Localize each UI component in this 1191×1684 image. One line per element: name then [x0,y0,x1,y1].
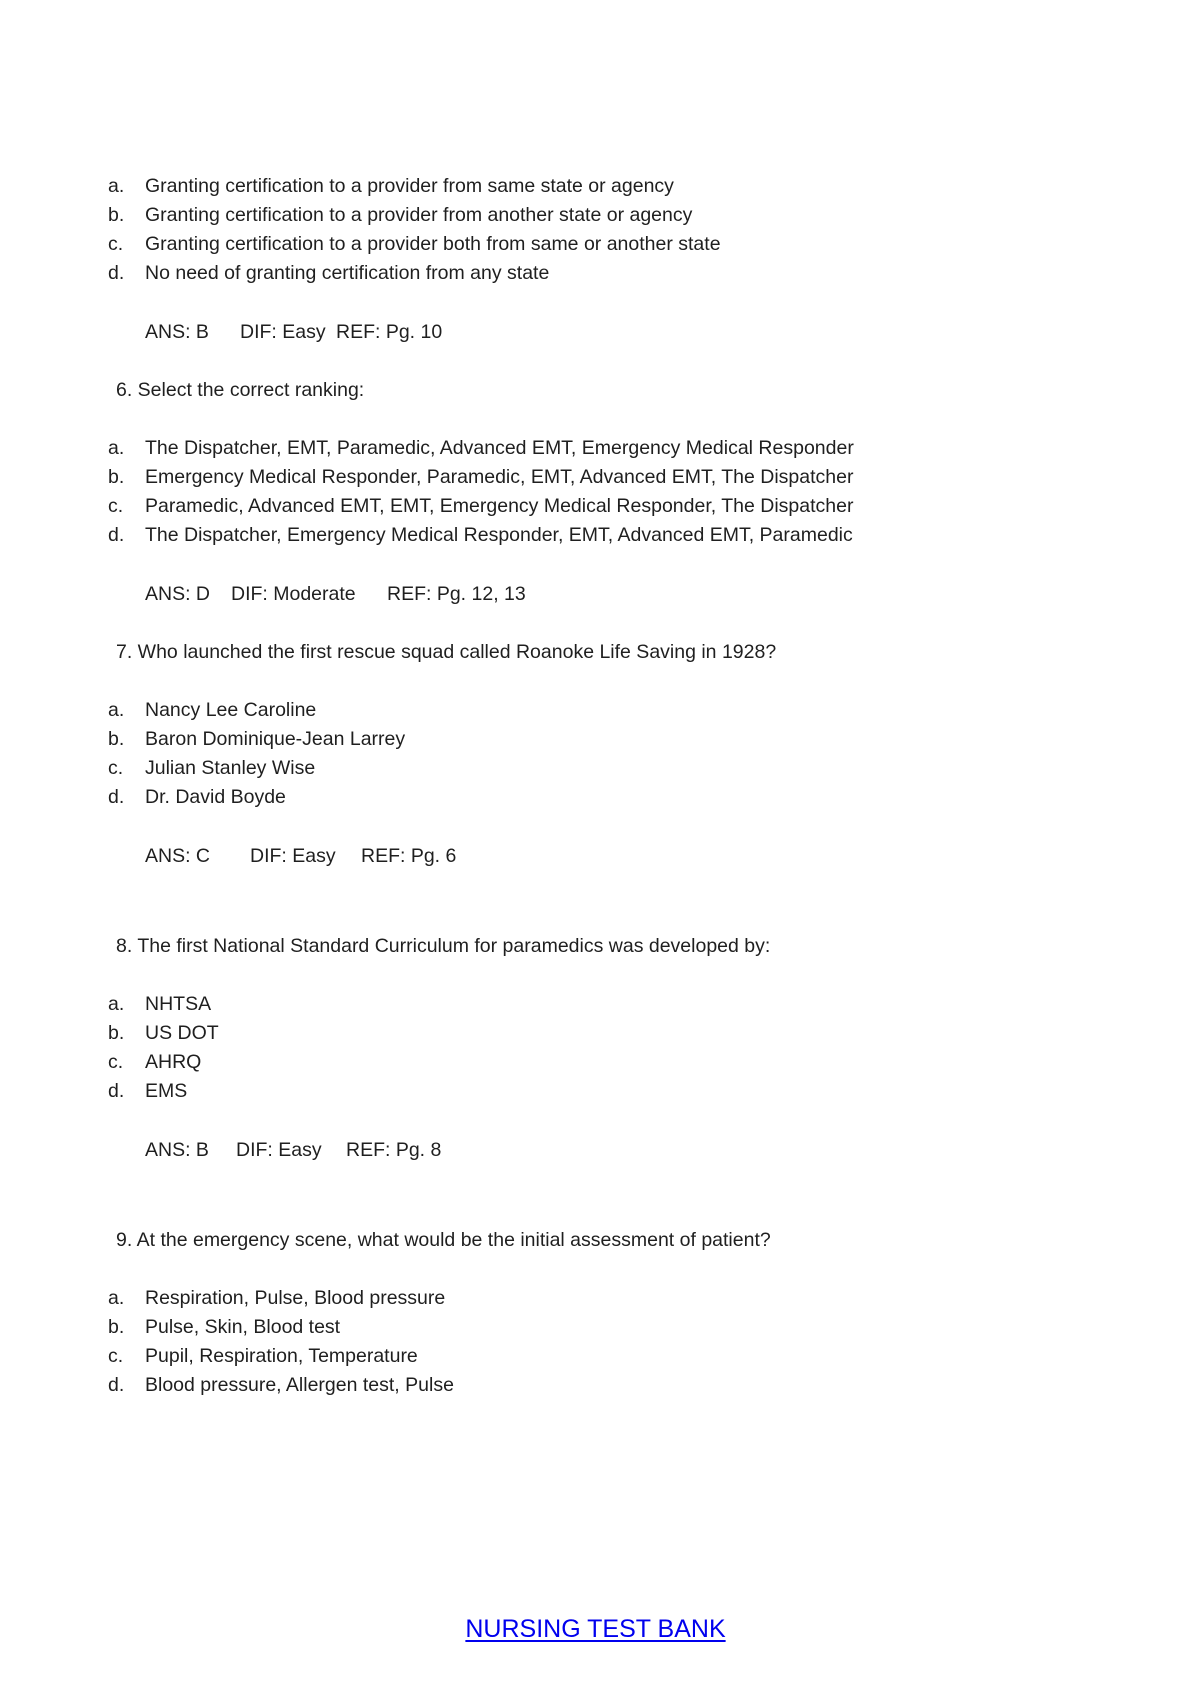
answer-label: ANS: D [145,583,211,605]
list-item: c. Julian Stanley Wise [108,757,316,779]
list-item: b. Emergency Medical Responder, Paramedic, EMT, Advanced EMT, The Dispatcher [108,466,854,488]
difficulty-label: DIF: Easy [240,321,326,343]
list-item: d. EMS [108,1080,188,1102]
q8-question: 8. The first National Standard Curriculum for paramedics was developed by: [116,935,771,957]
list-item: b. Baron Dominique-Jean Larrey [108,728,406,750]
list-item: b. US DOT [108,1022,219,1044]
nursing-test-bank-link[interactable]: NURSING TEST BANK [465,1615,726,1643]
q5-answer-line [0,318,700,347]
list-item: d. Blood pressure, Allergen test, Pulse [108,1374,454,1396]
reference-label: REF: Pg. 12, 13 [387,583,526,605]
difficulty-label: DIF: Easy [236,1139,322,1161]
list-item: c. Pupil, Respiration, Temperature [108,1345,418,1367]
q7-question: 7. Who launched the first rescue squad called Roanoke Life Saving in 1928? [116,641,777,663]
list-item: c. Paramedic, Advanced EMT, EMT, Emergency Medical Responder, The Dispatcher [108,495,854,517]
q8-options [0,990,1191,1106]
answer-label: ANS: C [145,845,211,867]
difficulty-label: DIF: Moderate [231,583,356,605]
list-item: c. AHRQ [108,1051,202,1073]
list-item: a. Granting certification to a provider from same state or agency [108,175,674,197]
reference-label: REF: Pg. 8 [346,1139,442,1161]
q6-options [0,434,1191,550]
q9-options [0,1284,1191,1400]
list-item: c. Granting certification to a provider both from same or another state [108,233,721,255]
list-item: d. No need of granting certification from any state [108,262,550,284]
reference-label: REF: Pg. 10 [336,321,443,343]
list-item: a. NHTSA [108,993,212,1015]
q8-answer-line [0,1136,700,1165]
list-item: a. The Dispatcher, EMT, Paramedic, Advanced EMT, Emergency Medical Responder [108,437,854,459]
q7-answer-line [0,842,700,871]
difficulty-label: DIF: Easy [250,845,336,867]
answer-label: ANS: B [145,321,209,343]
reference-label: REF: Pg. 6 [361,845,457,867]
list-item: b. Pulse, Skin, Blood test [108,1316,341,1338]
footer [0,1613,1191,1645]
list-item: d. The Dispatcher, Emergency Medical Responder, EMT, Advanced EMT, Paramedic [108,524,853,546]
list-item: d. Dr. David Boyde [108,786,286,808]
q5-options [0,172,1191,288]
list-item: b. Granting certification to a provider from another state or agency [108,204,693,226]
q6-question: 6. Select the correct ranking: [116,379,365,401]
q7-options [0,696,1191,812]
list-item: a. Nancy Lee Caroline [108,699,317,721]
q6-answer-line [0,580,700,609]
q9-question: 9. At the emergency scene, what would be the initial assessment of patient? [116,1229,771,1251]
list-item: a. Respiration, Pulse, Blood pressure [108,1287,446,1309]
answer-label: ANS: B [145,1139,209,1161]
